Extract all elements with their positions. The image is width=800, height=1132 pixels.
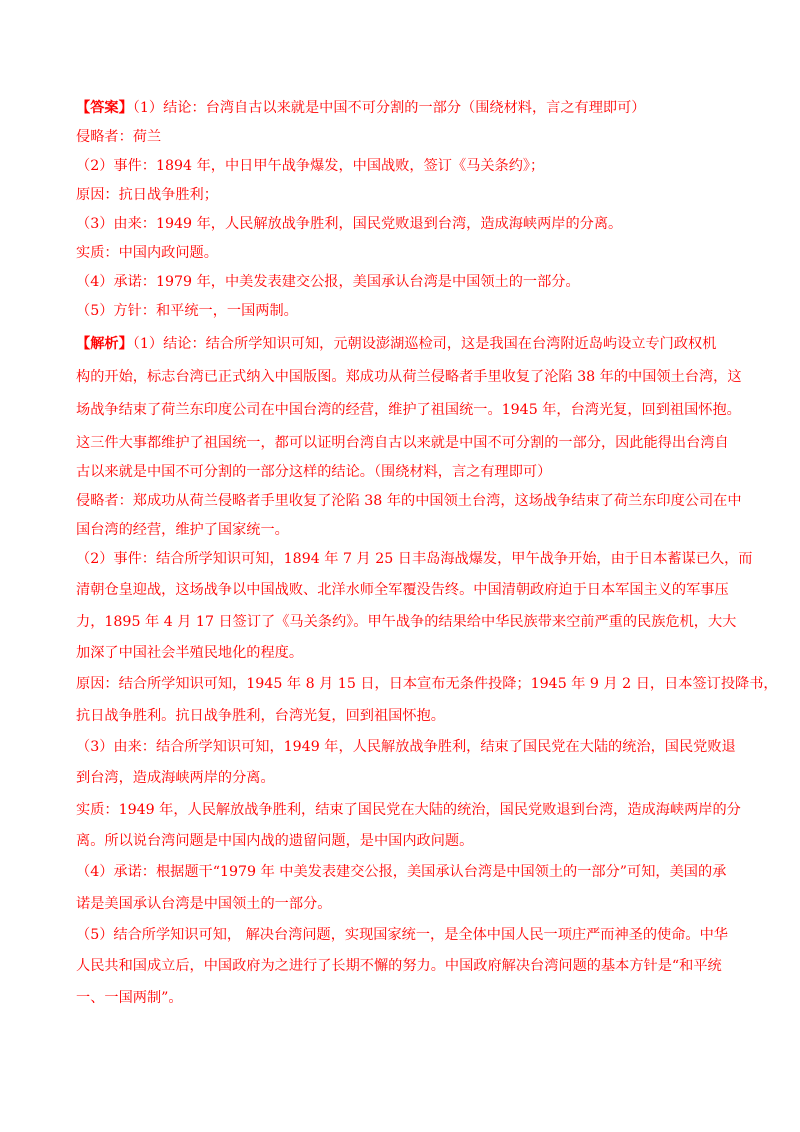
- analysis-line-19: 诺是美国承认台湾是中国领土的一部分。: [76, 896, 332, 912]
- analysis-line-11: 加深了中国社会半殖民地化的程度。: [76, 645, 304, 661]
- analysis-line-7: 国台湾的经营，维护了国家统一。: [76, 522, 289, 538]
- answer-line-7: （4）承诺：1979 年，中美发表建交公报，美国承认台湾是中国领土的一部分。: [76, 274, 580, 290]
- answer-line-3: （2）事件：1894 年，中日甲午战争爆发，中国战败，签订《马关条约》；: [76, 158, 545, 174]
- analysis-tag: 【解析】: [76, 336, 133, 352]
- analysis-line-5: 古以来就是中国不可分割的一部分这样的结论。（围绕材料，言之有理即可）: [76, 464, 552, 480]
- analysis-line-15: 到台湾，造成海峡两岸的分离。: [76, 770, 275, 786]
- analysis-line-16: 实质：1949 年，人民解放战争胜利，结束了国民党在大陆的统治，国民党败退到台湾，造成海峡两岸的分: [76, 802, 741, 818]
- analysis-line-14: （3）由来：结合所学知识可知，1949 年，人民解放战争胜利，结束了国民党在大陆的统治，国民党败退: [76, 739, 736, 755]
- analysis-line-2: 构的开始，标志台湾已正式纳入中国版图。郑成功从荷兰侵略者手里收复了沦陷 38 年的中国领土台湾，这: [76, 369, 742, 385]
- analysis-text: （1）结论：结合所学知识可知，元朝设澎湖巡检司，这是我国在台湾附近岛屿设立专门政权机: [132, 336, 717, 352]
- answer-line-8: （5）方针：和平统一，一国两制。: [76, 303, 298, 319]
- analysis-line-20: （5）结合所学知识可知， 解决台湾问题，实现国家统一，是全体中国人民一项庄严而神圣的使命。中华: [76, 927, 728, 943]
- analysis-line-1: [76, 334, 716, 354]
- analysis-line-8: （2）事件：结合所学知识可知，1894 年 7 月 25 日丰岛海战爆发，甲午战争开始，由于日本蓄谋已久，而: [76, 551, 753, 567]
- answer-line-2: 侵略者：荷兰: [76, 129, 162, 145]
- answer-text: （1）结论：台湾自古以来就是中国不可分割的一部分（围绕材料，言之有理即可）: [132, 100, 646, 116]
- answer-line-1: [76, 98, 645, 118]
- answer-tag: 【答案】: [76, 100, 133, 116]
- analysis-line-9: 清朝仓皇迎战，这场战争以中国战败、北洋水师全军覆没告终。中国清朝政府迫于日本军国主义的军事压: [76, 582, 729, 598]
- analysis-line-3: 场战争结束了荷兰东印度公司在中国台湾的经营，维护了祖国统一。1945 年，台湾光复，回到祖国怀抱。: [76, 402, 741, 418]
- answer-line-6: 实质：中国内政问题。: [76, 245, 218, 261]
- analysis-line-13: 抗日战争胜利。抗日战争胜利，台湾光复，回到祖国怀抱。: [76, 708, 445, 724]
- analysis-line-21: 人民共和国成立后，中国政府为之进行了长期不懈的努力。中国政府解决台湾问题的基本方针是“和平统: [76, 958, 722, 974]
- analysis-line-4: 这三件大事都维护了祖国统一，都可以证明台湾自古以来就是中国不可分割的一部分，因此能得出台湾自: [76, 435, 729, 451]
- analysis-line-10: 力，1895 年 4 月 17 日签订了《马关条约》。甲午战争的结果给中华民族带来空前严重的民族危机，大大: [76, 614, 737, 630]
- answer-line-4: 原因：抗日战争胜利；: [76, 187, 218, 203]
- analysis-line-12: 原因：结合所学知识可知，1945 年 8 月 15 日，日本宣布无条件投降；1945 年 9 月 2 日，日本签订投降书，: [76, 676, 778, 692]
- analysis-line-6: 侵略者：郑成功从荷兰侵略者手里收复了沦陷 38 年的中国领土台湾，这场战争结束了荷兰东印度公司在中: [76, 493, 742, 509]
- analysis-line-18: （4）承诺：根据题干“1979 年 中美发表建交公报，美国承认台湾是中国领土的一部分”可知，美国的承: [76, 864, 727, 880]
- answer-line-5: （3）由来：1949 年，人民解放战争胜利，国民党败退到台湾，造成海峡两岸的分离。: [76, 216, 623, 232]
- analysis-line-17: 离。所以说台湾问题是中国内战的遗留问题，是中国内政问题。: [76, 833, 474, 849]
- analysis-line-22: 一、一国两制”。: [76, 990, 183, 1006]
